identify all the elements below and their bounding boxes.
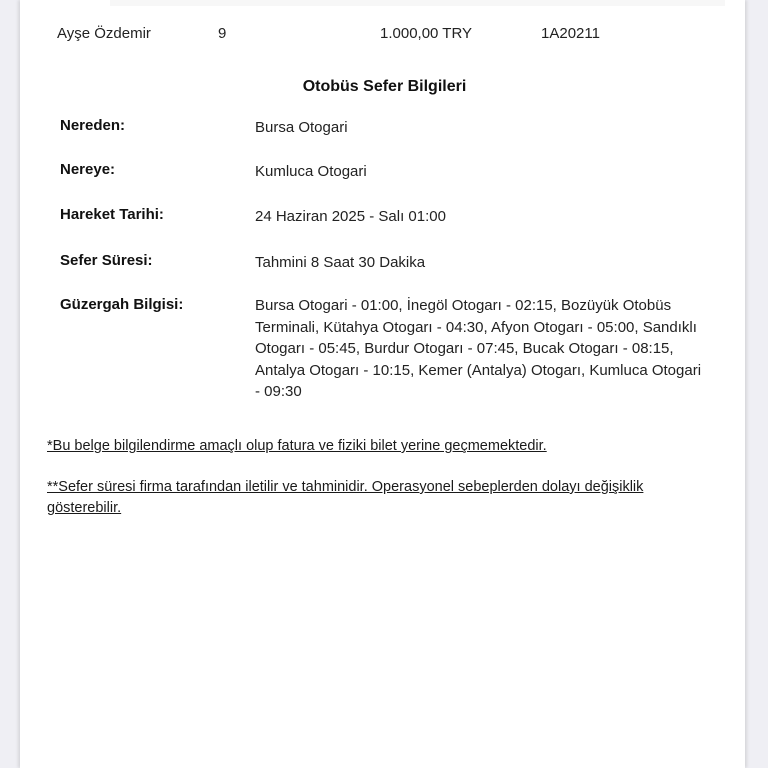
ticket-code: 1A20211 <box>541 25 600 42</box>
route-value: Bursa Otogari - 01:00, İnegöl Otogarı - 02:15, Bozüyük Otobüs Terminali, Kütahya Otogarı - 04:30, Afyon Otogarı - 05:00, Sandıklı Otogarı - 05:45, Burdur Otogarı - 07:45, Bucak Otogarı - 08:15, Antalya Otogarı - 10:15, Kemer (Antalya) Otogarı, Kumluca Otogari - 09:30 <box>255 297 702 400</box>
from-value: Bursa Otogari <box>255 119 348 136</box>
route-label: Güzergah Bilgisi: <box>60 296 184 313</box>
document-page <box>20 0 745 768</box>
section-title: Otobüs Sefer Bilgileri <box>302 78 467 95</box>
duration-note: **Sefer süresi firma tarafından iletilir ve tahminidir. Operasyonel sebeplerden dolayı değişiklik gösterebilir. <box>47 479 644 516</box>
passenger-name: Ayşe Özdemir <box>57 25 151 42</box>
passenger-row <box>20 25 745 45</box>
duration-value: Tahmini 8 Saat 30 Dakika <box>255 254 426 271</box>
duration-label: Sefer Süresi: <box>60 252 153 269</box>
to-label: Nereye: <box>60 161 116 178</box>
table-header-remnant <box>110 0 725 6</box>
disclaimer-note: *Bu belge bilgilendirme amaçlı olup fatura ve fiziki bilet yerine geçmemektedir. <box>47 438 547 454</box>
ticket-price: 1.000,00 TRY <box>380 25 473 42</box>
departure-value: 24 Haziran 2025 - Salı 01:00 <box>255 208 446 225</box>
seat-number: 9 <box>218 25 227 42</box>
to-value: Kumluca Otogari <box>255 163 367 180</box>
from-label: Nereden: <box>60 117 126 134</box>
departure-label: Hareket Tarihi: <box>60 206 164 223</box>
